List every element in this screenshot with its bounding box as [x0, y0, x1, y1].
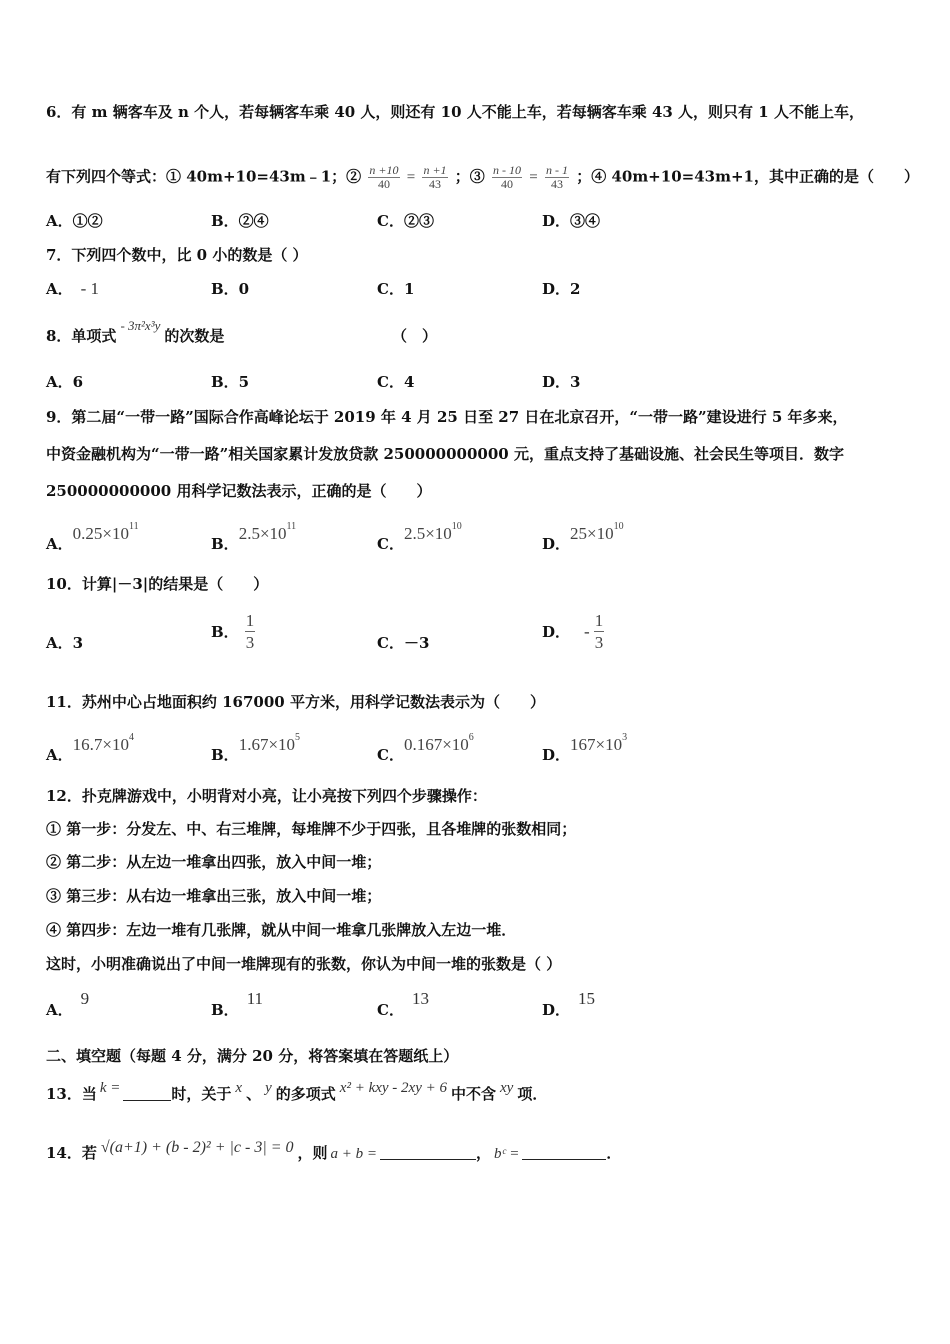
q12-question: 这时，小明准确说出了中间一堆牌现有的张数，你认为中间一堆的张数是（ ） — [46, 955, 562, 973]
q9-option-a-value: $0.25\times 10^{11}$ — [72, 521, 139, 543]
q9-option-c-value: $2.5\times 10^{10}$ — [403, 521, 462, 543]
q6-option-b[interactable]: B．②④ — [211, 212, 269, 230]
q11-option-d-value: $167\times 10^3$ — [570, 732, 628, 754]
q7-option-b[interactable]: B．0 — [211, 280, 250, 298]
q10-option-d[interactable]: D． - $\frac{1}{3}$ — [542, 611, 604, 652]
q8-option-a[interactable]: A．6 — [46, 373, 84, 391]
q10-option-b-fraction: $\frac{1}{3}$ — [245, 611, 255, 652]
q6-fraction-1: $\frac{n +10}{40}$ — [369, 163, 399, 191]
q9-stem-line1: 9．第二届“一带一路”国际合作高峰论坛于 2019 年 4 月 25 日至 27 日在北京召开，“一带一路”建设进行 5 年多来， — [46, 408, 848, 426]
q12-step-4: ④ 第四步：左边一堆有几张牌，就从中间一堆拿几张牌放入左边一堆． — [46, 921, 517, 939]
q6-option-a[interactable]: A．①② — [46, 212, 103, 230]
q10-option-c[interactable]: C．－3 — [377, 634, 430, 652]
q9-option-a[interactable]: A．$0.25\times 10^{11}$ — [46, 521, 139, 553]
q11-option-b-value: $1.67\times 10^5$ — [238, 732, 301, 754]
q6-stem-line1: 6．有 m 辆客车及 n 个人，若每辆客车乘 40 人，则还有 10 人不能上车，若每辆客车乘 43 人，则只有 1 人不能上车， — [46, 103, 864, 121]
q8-option-c[interactable]: C．4 — [377, 373, 415, 391]
q9-option-b-value: $2.5\times 10^{11}$ — [238, 521, 297, 543]
q8-option-b[interactable]: B．5 — [211, 373, 250, 391]
q11-option-c[interactable]: C．$0.167\times 10^6$ — [377, 732, 474, 764]
q9-option-d-value: $25\times 10^{10}$ — [570, 521, 624, 543]
q12-option-c[interactable]: C．13 — [377, 989, 429, 1019]
q12-step-3: ③ 第三步：从右边一堆拿出三张，放入中间一堆； — [46, 887, 382, 905]
q14-equation: √(a+1) + (b - 2)² + |c - 3| = 0 — [100, 1139, 294, 1156]
q6-fraction-3: $\frac{n - 10}{40}$ — [493, 163, 522, 191]
q10-option-d-fraction: $\frac{1}{3}$ — [594, 611, 604, 652]
q12-option-b[interactable]: B．11 — [211, 989, 264, 1019]
q8-monomial: - 3π²x³y — [120, 318, 161, 333]
q6-option-d[interactable]: D．③④ — [542, 212, 601, 230]
q6-stem-part-a: 有下列四个等式：① 40m+10=43m﹣1；② — [46, 167, 362, 186]
q11-option-a[interactable]: A．$16.7\times 10^4$ — [46, 732, 134, 764]
q14-stem: 14．若 √(a+1) + (b - 2)² + |c - 3| = 0 ，则 a + b = ， bᶜ = ． — [46, 1139, 622, 1162]
q7-option-a[interactable]: A． - 1 — [46, 279, 100, 298]
q14-answer-blank-1[interactable] — [380, 1145, 476, 1160]
q9-stem-line2: 中资金融机构为“一带一路”相关国家累计发放贷款 250000000000 元，重点支持了基础设施、社会民生等项目．数字 — [46, 445, 844, 463]
q6-fraction-4: $\frac{n - 1}{43}$ — [545, 163, 568, 191]
q6-option-c[interactable]: C．②③ — [377, 212, 434, 230]
q14-answer-blank-2[interactable] — [522, 1145, 606, 1160]
q11-option-a-value: $16.7\times 10^4$ — [72, 732, 134, 754]
q9-option-d[interactable]: D．$25\times 10^{10}$ — [542, 521, 624, 553]
section-2-title: 二、填空题（每题 4 分，满分 20 分，将答案填在答题纸上） — [46, 1047, 459, 1065]
q10-option-a[interactable]: A．3 — [46, 634, 84, 652]
q13-var-k: k = — [99, 1080, 121, 1096]
q10-option-b[interactable]: B． $\frac{1}{3}$ — [211, 611, 255, 652]
q11-stem: 11．苏州中心占地面积约 167000 平方米，用科学记数法表示为（ ） — [46, 693, 545, 711]
q11-option-d[interactable]: D．$167\times 10^3$ — [542, 732, 628, 764]
q7-stem: 7．下列四个数中，比 0 小的数是（ ） — [46, 246, 308, 264]
q8-stem-suffix: 的次数是 — [164, 327, 225, 345]
q9-stem-line3: 250000000000 用科学记数法表示，正确的是（ ） — [46, 482, 432, 500]
q13-stem: 13．当 k = 时，关于 x 、 y 的多项式 x² + kxy - 2xy + 6 中不含 xy 项． — [46, 1080, 548, 1103]
q13-polynomial: x² + kxy - 2xy + 6 — [339, 1080, 447, 1096]
q13-answer-blank[interactable] — [123, 1086, 171, 1101]
q7-option-a-value: - 1 — [80, 279, 100, 298]
q6-stem-part-b: ；④ 40m+10=43m+1，其中正确的是（ ） — [576, 167, 919, 186]
q11-option-b[interactable]: B．$1.67\times 10^5$ — [211, 732, 301, 764]
q9-option-b[interactable]: B．$2.5\times 10^{11}$ — [211, 521, 297, 553]
q6-stem-sep: ；③ — [454, 167, 485, 186]
q8-stem — [46, 318, 225, 347]
q8-option-d[interactable]: D．3 — [542, 373, 581, 391]
q6-fraction-2: $\frac{n +1}{43}$ — [423, 163, 447, 191]
q9-option-c[interactable]: C．$2.5\times 10^{10}$ — [377, 521, 462, 553]
q11-option-c-value: $0.167\times 10^6$ — [403, 732, 474, 754]
q8-stem-prefix: 8．单项式 — [46, 327, 117, 345]
q8-answer-paren: （ ） — [392, 327, 438, 345]
q12-option-a[interactable]: A．9 — [46, 989, 90, 1019]
q12-option-d[interactable]: D．15 — [542, 989, 596, 1019]
q12-stem: 12．扑克牌游戏中，小明背对小亮，让小亮按下列四个步骤操作： — [46, 787, 487, 805]
q12-step-1: ① 第一步：分发左、中、右三堆牌，每堆牌不少于四张，且各堆牌的张数相同； — [46, 820, 577, 838]
q10-stem: 10．计算|－3|的结果是（ ） — [46, 575, 269, 593]
q7-option-c[interactable]: C．1 — [377, 280, 415, 298]
q12-step-2: ② 第二步：从左边一堆拿出四张，放入中间一堆； — [46, 853, 382, 871]
q6-stem-line2: 有下列四个等式：① 40m+10=43m﹣1；② $\frac{n +10}{40}$ = $\frac{n +1}{43}$ ；③ $\frac{n - 10}{40}$ = $\frac{n - 1}{43}$ ；④ 40m+10=43m+1，其中正确的是（ ） — [46, 163, 919, 191]
q7-option-d[interactable]: D．2 — [542, 280, 581, 298]
